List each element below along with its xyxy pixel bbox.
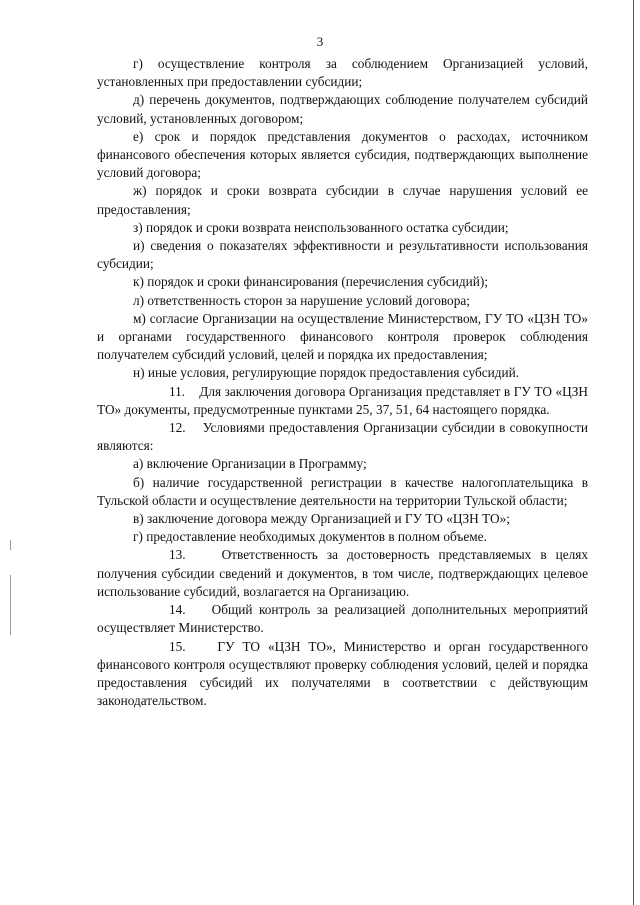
paragraph-text: н) иные условия, регулирующие порядок предоставления субсидий.: [133, 365, 520, 381]
paragraph-text: Ответственность за достоверность представляемых в целях получения субсидии сведений и документов, в том числе, подтверждающих целевое использование субсидий, возлагается на Организацию.: [97, 547, 588, 599]
paragraph-text: ГУ ТО «ЦЗН ТО», Министерство и орган государственного финансового контроля осуществляют проверку соблюдения условий, целей и порядка предоставления субсидий их получателями в соответствии с действующим законодательством.: [97, 638, 588, 709]
paragraph-text: л) ответственность сторон за нарушение условий договора;: [133, 292, 470, 308]
paragraph-number: 11.: [169, 383, 186, 399]
paragraph-number: 13.: [169, 547, 186, 563]
numbered-paragraph: [97, 546, 588, 601]
list-item-paragraph: [97, 128, 588, 183]
paragraph-text: Для заключения договора Организация представляет в ГУ ТО «ЦЗН ТО» документы, предусмотренные пунктами 25, 37, 51, 64 настоящего порядка.: [97, 383, 588, 417]
document-body: [97, 55, 588, 710]
paragraph-text: к) порядок и сроки финансирования (перечисления субсидий);: [133, 274, 489, 290]
paragraph-text: б) наличие государственной регистрации в качестве налогоплательщика в Тульской области и осуществление деятельности на территории Тульской области;: [97, 474, 588, 508]
numbered-paragraph: [97, 419, 588, 455]
paragraph-text: и) сведения о показателях эффективности и результативности использования субсидии;: [97, 238, 588, 272]
numbered-paragraph: [97, 383, 588, 419]
scan-edge-line: [633, 0, 634, 905]
list-item-paragraph: [97, 364, 588, 382]
numbered-paragraph: [97, 601, 588, 637]
list-item-paragraph: [97, 474, 588, 510]
paragraph-text: Условиями предоставления Организации субсидии в совокупности являются:: [97, 420, 588, 454]
paragraph-text: з) порядок и сроки возврата неиспользованного остатка субсидии;: [133, 219, 509, 235]
scan-artifact: [10, 575, 11, 635]
paragraph-text: е) срок и порядок представления документов о расходах, источником финансового обеспечения которых является субсидия, подтверждающих выполнение условий договора;: [97, 128, 588, 181]
paragraph-text: д) перечень документов, подтверждающих соблюдение получателем субсидий условий, установленных договором;: [97, 92, 588, 126]
scan-artifact: [10, 540, 11, 550]
paragraph-text: а) включение Организации в Программу;: [133, 456, 367, 472]
paragraph-text: г) осуществление контроля за соблюдением Организацией условий, установленных при предоставлении субсидии;: [97, 56, 588, 90]
paragraph-text: г) предоставление необходимых документов в полном объеме.: [133, 529, 487, 545]
list-item-paragraph: [97, 292, 588, 310]
list-item-paragraph: [97, 455, 588, 473]
paragraph-text: в) заключение договора между Организацией и ГУ ТО «ЦЗН ТО»;: [133, 511, 510, 527]
list-item-paragraph: [97, 510, 588, 528]
paragraph-number: 15.: [169, 638, 186, 654]
list-item-paragraph: [97, 310, 588, 365]
list-item-paragraph: [97, 219, 588, 237]
list-item-paragraph: [97, 273, 588, 291]
list-item-paragraph: [97, 182, 588, 218]
list-item-paragraph: [97, 528, 588, 546]
paragraph-text: ж) порядок и сроки возврата субсидии в случае нарушения условий ее предоставления;: [97, 183, 588, 217]
page-number: 3: [316, 34, 324, 49]
paragraph-text: Общий контроль за реализацией дополнительных мероприятий осуществляет Министерство.: [97, 602, 589, 636]
numbered-paragraph: [97, 638, 588, 711]
list-item-paragraph: [97, 55, 588, 91]
paragraph-text: м) согласие Организации на осуществление Министерством, ГУ ТО «ЦЗН ТО» и органами государственного финансового контроля проверок соблюдения получателем субсидий условий, целей и порядка их предоставления;: [97, 310, 588, 363]
list-item-paragraph: [97, 237, 588, 273]
paragraph-number: 14.: [169, 602, 186, 618]
paragraph-number: 12.: [169, 420, 186, 436]
list-item-paragraph: [97, 91, 588, 127]
